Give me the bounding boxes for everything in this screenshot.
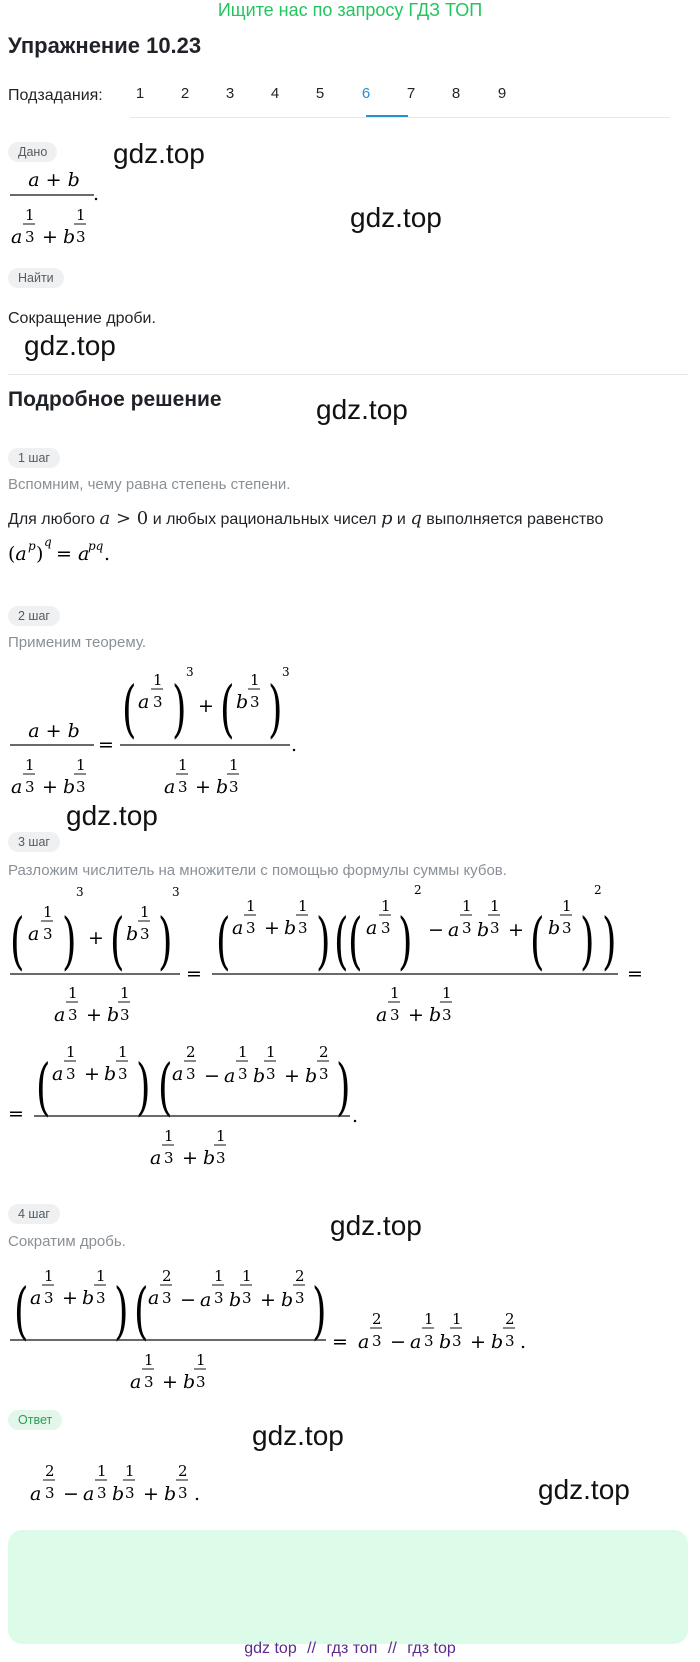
svg-text:3: 3 bbox=[76, 228, 86, 246]
svg-text:1: 1 bbox=[250, 671, 260, 689]
svg-text:a + b: a + b bbox=[28, 720, 80, 742]
svg-text:3: 3 bbox=[250, 693, 260, 711]
footer-separator: // bbox=[387, 1640, 397, 1657]
tab-subtask-2[interactable]: 2 bbox=[180, 85, 190, 102]
watermark: gdz.top bbox=[252, 1420, 344, 1451]
footer-separator: // bbox=[307, 1640, 317, 1657]
svg-text:3: 3 bbox=[490, 919, 500, 937]
svg-text:1: 1 bbox=[238, 1043, 248, 1061]
tab-subtask-7[interactable]: 7 bbox=[406, 85, 416, 102]
svg-text:3: 3 bbox=[282, 665, 290, 679]
svg-text:1: 1 bbox=[44, 1267, 54, 1285]
svg-text:b: b bbox=[429, 1004, 442, 1026]
svg-text:=: = bbox=[332, 1331, 348, 1353]
svg-text:a + b: a + b bbox=[28, 169, 80, 191]
answer-box bbox=[8, 1530, 688, 1644]
svg-text:3: 3 bbox=[153, 693, 163, 711]
svg-text:3: 3 bbox=[242, 1289, 252, 1307]
step-1-text-part: выполняется равенство bbox=[426, 511, 604, 528]
svg-text:3: 3 bbox=[562, 919, 572, 937]
svg-text:+: + bbox=[42, 226, 58, 248]
svg-text:3: 3 bbox=[44, 1289, 54, 1307]
step-2-formula bbox=[0, 650, 320, 800]
svg-text:=: = bbox=[8, 1103, 24, 1125]
svg-text:(a: (a bbox=[8, 543, 27, 565]
svg-text:3: 3 bbox=[216, 1149, 226, 1167]
watermark: gdz.top bbox=[24, 330, 116, 361]
svg-text:+: + bbox=[182, 1147, 198, 1169]
svg-text:+: + bbox=[88, 927, 104, 949]
svg-text:): ) bbox=[172, 674, 187, 746]
svg-text:3: 3 bbox=[298, 919, 308, 937]
promo-banner[interactable]: Ищите нас по запросу ГДЗ ТОП bbox=[217, 0, 483, 20]
step-3-badge: 3 шаг bbox=[8, 832, 60, 852]
svg-text:+: + bbox=[408, 1004, 424, 1026]
svg-text:1: 1 bbox=[452, 1310, 462, 1328]
svg-text:): ) bbox=[316, 906, 331, 978]
svg-text:3: 3 bbox=[25, 778, 35, 796]
footer-link[interactable]: гдз top bbox=[407, 1640, 456, 1657]
svg-text:3: 3 bbox=[178, 778, 188, 796]
svg-text:1: 1 bbox=[266, 1043, 276, 1061]
svg-text:a: a bbox=[232, 917, 244, 939]
svg-text:3: 3 bbox=[229, 778, 239, 796]
svg-text:): ) bbox=[36, 543, 44, 565]
svg-text:3: 3 bbox=[68, 1006, 78, 1024]
svg-text:a: a bbox=[28, 923, 40, 945]
svg-text:3: 3 bbox=[120, 1006, 130, 1024]
svg-text:b: b bbox=[284, 917, 297, 939]
svg-text:.: . bbox=[520, 1331, 527, 1353]
svg-text:1: 1 bbox=[196, 1351, 206, 1369]
svg-text:3: 3 bbox=[214, 1289, 224, 1307]
svg-text:a: a bbox=[148, 1287, 160, 1309]
given-badge: Дано bbox=[8, 142, 57, 162]
svg-text:b: b bbox=[183, 1371, 196, 1393]
svg-text:3: 3 bbox=[162, 1289, 172, 1307]
svg-text:a: a bbox=[52, 1063, 64, 1085]
svg-text:): ) bbox=[268, 674, 283, 746]
footer-link[interactable]: gdz top bbox=[244, 1640, 297, 1657]
svg-text:3: 3 bbox=[442, 1006, 452, 1024]
svg-text:(: ( bbox=[530, 906, 545, 978]
svg-text:3: 3 bbox=[372, 1332, 382, 1350]
svg-text:1: 1 bbox=[66, 1043, 76, 1061]
svg-text:a: a bbox=[164, 776, 176, 798]
svg-text:3: 3 bbox=[76, 885, 84, 899]
svg-text:1: 1 bbox=[76, 756, 86, 774]
step-2-badge: 2 шаг bbox=[8, 606, 60, 626]
watermark: gdz.top bbox=[316, 394, 408, 425]
svg-text:1: 1 bbox=[164, 1127, 174, 1145]
step-1-badge: 1 шаг bbox=[8, 448, 60, 468]
svg-text:b: b bbox=[164, 1483, 177, 1505]
svg-text:3: 3 bbox=[144, 1373, 154, 1391]
svg-text:b: b bbox=[203, 1147, 216, 1169]
svg-text:(: ( bbox=[110, 906, 125, 978]
footer-links bbox=[0, 1640, 700, 1658]
svg-text:3: 3 bbox=[196, 1373, 206, 1391]
svg-text:b: b bbox=[63, 776, 76, 798]
active-tab-indicator bbox=[366, 115, 408, 117]
svg-text:1: 1 bbox=[298, 897, 308, 915]
svg-text:b: b bbox=[63, 226, 76, 248]
svg-text:1: 1 bbox=[97, 1462, 107, 1480]
svg-text:+: + bbox=[198, 695, 214, 717]
svg-text:a: a bbox=[130, 1371, 142, 1393]
svg-text:1: 1 bbox=[246, 897, 256, 915]
svg-text:1: 1 bbox=[390, 984, 400, 1002]
svg-text:2: 2 bbox=[594, 883, 602, 897]
svg-text:1: 1 bbox=[25, 206, 35, 224]
svg-text:+: + bbox=[86, 1004, 102, 1026]
svg-text:): ) bbox=[312, 1276, 327, 1348]
svg-text:(: ( bbox=[122, 674, 137, 746]
svg-text:3: 3 bbox=[43, 925, 53, 943]
svg-text:a: a bbox=[172, 1063, 184, 1085]
tab-subtask-3[interactable]: 3 bbox=[225, 85, 235, 102]
svg-text:): ) bbox=[114, 1276, 129, 1348]
svg-text:2: 2 bbox=[372, 1310, 382, 1328]
svg-text:.: . bbox=[93, 183, 100, 205]
solution-title: Подробное решение bbox=[8, 388, 222, 411]
svg-text:1: 1 bbox=[43, 903, 53, 921]
svg-text:+: + bbox=[42, 776, 58, 798]
svg-text:): ) bbox=[62, 906, 77, 978]
svg-text:a: a bbox=[448, 919, 460, 941]
svg-text:+: + bbox=[508, 919, 524, 941]
svg-text:2: 2 bbox=[414, 883, 422, 897]
watermark: gdz.top bbox=[113, 138, 205, 169]
svg-text:): ) bbox=[136, 1052, 151, 1124]
svg-text:+: + bbox=[84, 1063, 100, 1085]
step-1-text-part: Для любого bbox=[8, 511, 96, 528]
svg-text:3: 3 bbox=[452, 1332, 462, 1350]
svg-text:a: a bbox=[376, 1004, 388, 1026]
svg-text:3: 3 bbox=[462, 919, 472, 937]
svg-text:3: 3 bbox=[319, 1065, 329, 1083]
svg-text:b: b bbox=[305, 1065, 318, 1087]
svg-text:b: b bbox=[126, 923, 139, 945]
svg-text:−: − bbox=[390, 1331, 406, 1353]
svg-text:1: 1 bbox=[178, 756, 188, 774]
step-4-badge: 4 шаг bbox=[8, 1204, 60, 1224]
svg-text:a: a bbox=[54, 1004, 66, 1026]
svg-text:2: 2 bbox=[295, 1267, 305, 1285]
svg-text:): ) bbox=[602, 906, 617, 978]
svg-text:(: ( bbox=[220, 674, 235, 746]
svg-text:1: 1 bbox=[229, 756, 239, 774]
svg-text:(: ( bbox=[134, 1276, 149, 1348]
svg-text:3: 3 bbox=[172, 885, 180, 899]
subtasks-label: Подзадания: bbox=[8, 87, 103, 104]
power-rule-formula bbox=[0, 530, 160, 570]
svg-text:q: q bbox=[44, 535, 52, 549]
svg-text:2: 2 bbox=[45, 1462, 55, 1480]
svg-text:(: ( bbox=[348, 906, 363, 978]
svg-text:.: . bbox=[104, 543, 111, 565]
svg-text:3: 3 bbox=[266, 1065, 276, 1083]
watermark: gdz.top bbox=[330, 1210, 422, 1241]
svg-text:(: ( bbox=[158, 1052, 173, 1124]
svg-text:b: b bbox=[229, 1289, 242, 1311]
svg-text:b: b bbox=[104, 1063, 117, 1085]
svg-text:2: 2 bbox=[162, 1267, 172, 1285]
footer-link[interactable]: гдз топ bbox=[326, 1640, 378, 1657]
svg-text:3: 3 bbox=[118, 1065, 128, 1083]
svg-text:3: 3 bbox=[125, 1484, 135, 1502]
tab-subtask-6[interactable]: 6 bbox=[361, 85, 371, 102]
svg-text:1: 1 bbox=[462, 897, 472, 915]
svg-text:): ) bbox=[158, 906, 173, 978]
tab-subtask-5[interactable]: 5 bbox=[315, 85, 325, 102]
svg-text:b: b bbox=[82, 1287, 95, 1309]
svg-text:3: 3 bbox=[390, 1006, 400, 1024]
svg-text:b: b bbox=[216, 776, 229, 798]
svg-text:(: ( bbox=[215, 906, 231, 978]
svg-text:b: b bbox=[477, 919, 490, 941]
svg-text:a: a bbox=[30, 1287, 42, 1309]
svg-text:b: b bbox=[439, 1331, 452, 1353]
svg-text:1: 1 bbox=[144, 1351, 154, 1369]
svg-text:1: 1 bbox=[381, 897, 391, 915]
svg-text:1: 1 bbox=[442, 984, 452, 1002]
svg-text:1: 1 bbox=[140, 903, 150, 921]
svg-text:3: 3 bbox=[246, 919, 256, 937]
step-1-text: Для любого a > 0 и любых рациональных чисел p и q выполняется равенство bbox=[8, 508, 604, 529]
svg-text:3: 3 bbox=[178, 1484, 188, 1502]
watermark: gdz.top bbox=[350, 202, 442, 233]
svg-text:b: b bbox=[281, 1289, 294, 1311]
svg-text:.: . bbox=[291, 734, 298, 756]
svg-text:2: 2 bbox=[186, 1043, 196, 1061]
svg-text:+: + bbox=[62, 1287, 78, 1309]
svg-text:3: 3 bbox=[45, 1484, 55, 1502]
svg-text:a: a bbox=[83, 1483, 95, 1505]
answer-formula bbox=[0, 1440, 260, 1520]
svg-text:1: 1 bbox=[76, 206, 86, 224]
svg-text:3: 3 bbox=[66, 1065, 76, 1083]
svg-text:1: 1 bbox=[118, 1043, 128, 1061]
step-1-text-part: и bbox=[396, 511, 406, 528]
svg-text:a: a bbox=[200, 1289, 212, 1311]
svg-text:+: + bbox=[470, 1331, 486, 1353]
svg-text:(: ( bbox=[334, 906, 349, 978]
tab-subtask-4[interactable]: 4 bbox=[270, 85, 280, 102]
tab-subtask-9[interactable]: 9 bbox=[497, 85, 507, 102]
step-3-hint: Разложим числитель на множители с помощью формулы суммы кубов. bbox=[8, 862, 507, 879]
svg-text:1: 1 bbox=[120, 984, 130, 1002]
svg-text:2: 2 bbox=[505, 1310, 515, 1328]
svg-text:3: 3 bbox=[238, 1065, 248, 1083]
divider bbox=[8, 374, 688, 375]
svg-text:b: b bbox=[236, 691, 249, 713]
svg-text:+: + bbox=[284, 1065, 300, 1087]
svg-text:a: a bbox=[366, 917, 378, 939]
svg-text:−: − bbox=[63, 1483, 79, 1505]
svg-text:1: 1 bbox=[125, 1462, 135, 1480]
svg-text:3: 3 bbox=[25, 228, 35, 246]
svg-text:2: 2 bbox=[319, 1043, 329, 1061]
svg-text:3: 3 bbox=[295, 1289, 305, 1307]
step-4-hint: Сократим дробь. bbox=[8, 1233, 126, 1250]
svg-text:−: − bbox=[428, 919, 444, 941]
svg-text:+: + bbox=[264, 917, 280, 939]
svg-text:1: 1 bbox=[562, 897, 572, 915]
svg-text:+: + bbox=[143, 1483, 159, 1505]
svg-text:+: + bbox=[195, 776, 211, 798]
svg-text:1: 1 bbox=[68, 984, 78, 1002]
svg-text:): ) bbox=[580, 906, 595, 978]
svg-text:3: 3 bbox=[140, 925, 150, 943]
find-text: Сокращение дроби. bbox=[8, 310, 156, 327]
watermark: gdz.top bbox=[66, 800, 158, 831]
svg-text:3: 3 bbox=[164, 1149, 174, 1167]
svg-text:(: ( bbox=[14, 1276, 29, 1348]
subtasks-tabs bbox=[130, 79, 670, 118]
svg-text:1: 1 bbox=[214, 1267, 224, 1285]
svg-text:): ) bbox=[335, 1052, 351, 1124]
svg-text:3: 3 bbox=[186, 665, 194, 679]
svg-text:=: = bbox=[186, 963, 202, 985]
page-title: Упражнение 10.23 bbox=[8, 33, 202, 58]
step-4-formula bbox=[0, 1240, 700, 1400]
svg-text:b: b bbox=[112, 1483, 125, 1505]
svg-text:b: b bbox=[107, 1004, 120, 1026]
svg-text:3: 3 bbox=[97, 1484, 107, 1502]
svg-text:3: 3 bbox=[96, 1289, 106, 1307]
svg-text:a: a bbox=[150, 1147, 162, 1169]
svg-text:1: 1 bbox=[424, 1310, 434, 1328]
svg-text:3: 3 bbox=[424, 1332, 434, 1350]
svg-text:(: ( bbox=[36, 1052, 51, 1124]
svg-text:=: = bbox=[627, 963, 643, 985]
svg-text:p: p bbox=[28, 539, 36, 553]
svg-text:b: b bbox=[548, 917, 561, 939]
svg-text:a: a bbox=[224, 1065, 236, 1087]
svg-text:a: a bbox=[410, 1331, 422, 1353]
svg-text:+: + bbox=[162, 1371, 178, 1393]
svg-text:a: a bbox=[138, 691, 150, 713]
step-1-text-part: и любых рациональных чисел bbox=[152, 511, 377, 528]
svg-text:= a: = a bbox=[56, 543, 90, 565]
svg-text:3: 3 bbox=[381, 919, 391, 937]
svg-text:a: a bbox=[358, 1331, 370, 1353]
svg-text:1: 1 bbox=[96, 1267, 106, 1285]
svg-text:.: . bbox=[352, 1105, 359, 1127]
tab-subtask-1[interactable]: 1 bbox=[135, 85, 145, 102]
watermark: gdz.top bbox=[538, 1474, 630, 1505]
tab-subtask-8[interactable]: 8 bbox=[451, 85, 461, 102]
svg-text:+: + bbox=[260, 1289, 276, 1311]
svg-text:1: 1 bbox=[153, 671, 163, 689]
svg-text:3: 3 bbox=[186, 1065, 196, 1083]
step-1-hint: Вспомним, чему равна степень степени. bbox=[8, 476, 291, 493]
svg-text:a: a bbox=[30, 1483, 42, 1505]
svg-text:a: a bbox=[11, 226, 23, 248]
step-3-formula bbox=[0, 876, 700, 1176]
svg-text:(: ( bbox=[10, 906, 25, 978]
step-2-hint: Применим теорему. bbox=[8, 634, 147, 651]
svg-text:=: = bbox=[98, 734, 114, 756]
answer-badge: Ответ bbox=[8, 1410, 62, 1430]
svg-text:pq: pq bbox=[88, 539, 104, 553]
svg-text:): ) bbox=[398, 906, 413, 978]
svg-text:3: 3 bbox=[505, 1332, 515, 1350]
svg-text:1: 1 bbox=[490, 897, 500, 915]
svg-text:1: 1 bbox=[242, 1267, 252, 1285]
svg-text:−: − bbox=[180, 1289, 196, 1311]
find-badge: Найти bbox=[8, 268, 64, 288]
svg-text:3: 3 bbox=[76, 778, 86, 796]
svg-text:1: 1 bbox=[216, 1127, 226, 1145]
svg-text:b: b bbox=[253, 1065, 266, 1087]
svg-text:−: − bbox=[204, 1065, 220, 1087]
svg-text:.: . bbox=[194, 1483, 201, 1505]
svg-text:b: b bbox=[491, 1331, 504, 1353]
svg-text:1: 1 bbox=[25, 756, 35, 774]
given-formula bbox=[0, 160, 120, 255]
svg-text:a: a bbox=[11, 776, 23, 798]
svg-text:2: 2 bbox=[178, 1462, 188, 1480]
